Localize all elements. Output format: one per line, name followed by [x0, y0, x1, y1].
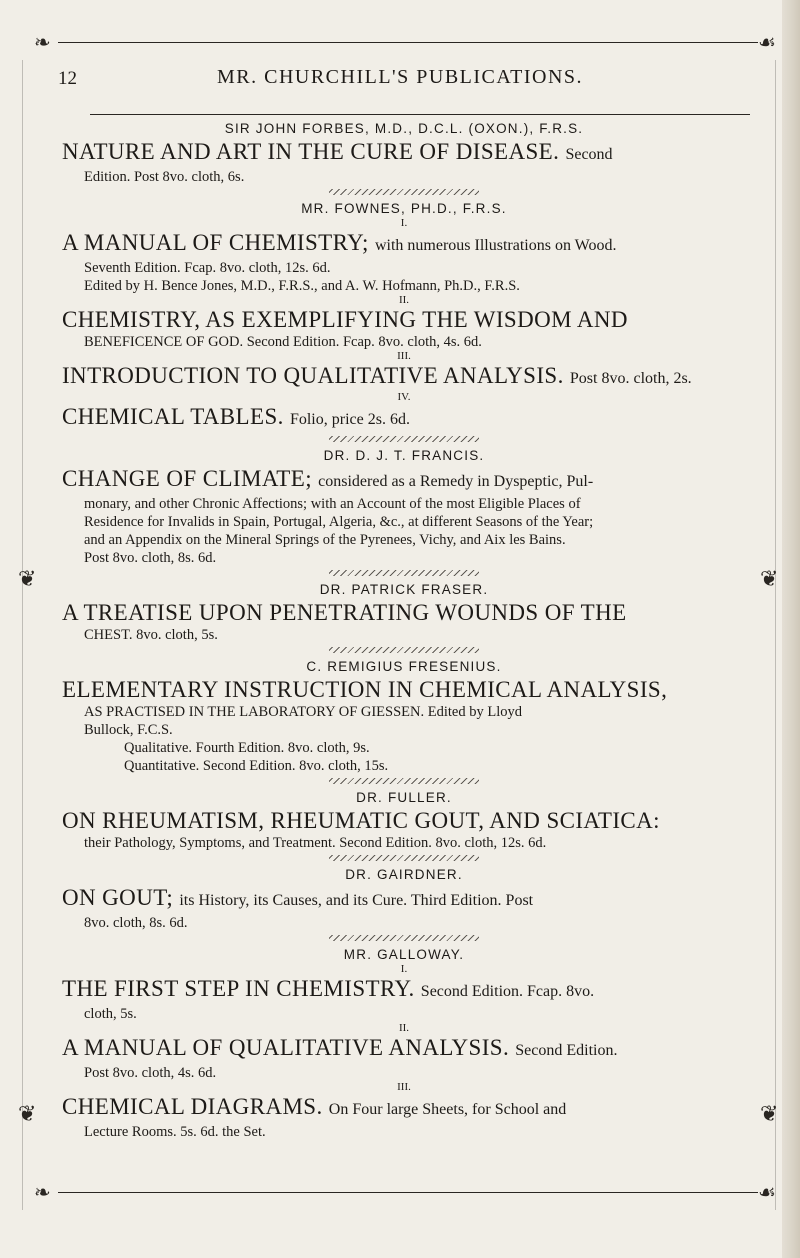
work-title: ON RHEUMATISM, RHEUMATIC GOUT, AND SCIATICA:: [62, 808, 660, 833]
left-lower-ornament: ❦: [18, 1102, 37, 1127]
work-title-tail: Folio, price 2s. 6d.: [289, 411, 410, 428]
left-side-ornament: ❦: [18, 567, 37, 592]
work-detail-line: and an Appendix on the Mineral Springs of the Pyrenees, Vichy, and Aix les Bains.: [84, 532, 566, 548]
left-border: [22, 60, 23, 1210]
work-title-line: [62, 229, 746, 259]
catalogue-entry: [62, 946, 746, 1141]
bottom-right-ornament: ☙: [758, 1180, 776, 1204]
page-number: 12: [58, 68, 77, 89]
catalogue-entry: [62, 866, 746, 941]
author-heading: DR. D. J. T. FRANCIS.: [323, 448, 485, 463]
top-left-ornament: ❧: [34, 30, 51, 54]
section-divider: [329, 935, 479, 941]
author-heading: MR. FOWNES, PH.D., F.R.S.: [301, 201, 507, 216]
catalogue-entry: [62, 789, 746, 861]
work-edition-line: Quantitative. Second Edition. 8vo. cloth, 15s.: [124, 758, 389, 774]
catalogue-entry: [62, 447, 746, 576]
work-title-line: [62, 362, 746, 392]
work-title-tail: Second Edition. Fcap. 8vo.: [420, 983, 595, 1000]
work-numeral: III.: [397, 1081, 411, 1093]
work-title-line: [62, 1093, 746, 1123]
work-title: A MANUAL OF CHEMISTRY;: [62, 230, 369, 255]
section-divider: [329, 436, 479, 442]
work-detail-line: Seventh Edition. Fcap. 8vo. cloth, 12s. 6d.: [84, 260, 331, 276]
work-detail-line: their Pathology, Symptoms, and Treatment. Second Edition. 8vo. cloth, 12s. 6d.: [84, 835, 547, 851]
work-title-line: [62, 599, 746, 626]
author-heading: MR. GALLOWAY.: [343, 947, 465, 962]
work-title-line: [62, 1034, 746, 1064]
work-detail-line: Lecture Rooms. 5s. 6d. the Set.: [84, 1124, 266, 1140]
right-border: [775, 60, 776, 1210]
section-divider: [329, 189, 479, 195]
top-right-ornament: ☙: [758, 30, 776, 54]
page-header: [40, 62, 760, 92]
work-detail-line: Edited by H. Bence Jones, M.D., F.R.S., and A. W. Hofmann, Ph.D., F.R.S.: [84, 278, 520, 294]
work-title-line: [62, 884, 746, 914]
work-title-line: [62, 465, 746, 495]
work-title: INTRODUCTION TO QUALITATIVE ANALYSIS.: [62, 363, 564, 388]
work-detail-line: BENEFICENCE OF GOD. Second Edition. Fcap. 8vo. cloth, 4s. 6d.: [84, 334, 482, 350]
work-title: CHEMICAL DIAGRAMS.: [62, 1094, 323, 1119]
work-detail-line: 8vo. cloth, 8s. 6d.: [84, 915, 188, 931]
work-detail-line: Edition. Post 8vo. cloth, 6s.: [84, 169, 245, 185]
work-title-tail: its History, its Causes, and its Cure. Third Edition. Post: [179, 892, 534, 909]
work-title: ELEMENTARY INSTRUCTION IN CHEMICAL ANALYSIS,: [62, 677, 668, 702]
section-divider: [329, 778, 479, 784]
page-edge: [782, 0, 800, 1258]
work-numeral: I.: [400, 963, 408, 975]
work-title-tail: Post 8vo. cloth, 2s.: [569, 370, 692, 387]
work-title-tail: considered as a Remedy in Dyspeptic, Pul-: [318, 473, 594, 490]
work-title: CHEMISTRY, AS EXEMPLIFYING THE WISDOM AND: [62, 307, 628, 332]
bottom-left-ornament: ❧: [34, 1180, 51, 1204]
top-rule: [58, 42, 758, 43]
work-title: CHEMICAL TABLES.: [62, 404, 284, 429]
work-title-tail: with numerous Illustrations on Wood.: [374, 237, 617, 254]
work-detail-line: monary, and other Chronic Affections; with an Account of the most Eligible Places of: [84, 496, 581, 512]
catalogue-entry: [62, 120, 746, 195]
section-divider: [329, 570, 479, 576]
work-detail-line: Residence for Invalids in Spain, Portugal, Algeria, &c., at different Seasons of the Year;: [84, 514, 594, 530]
author-heading: DR. GAIRDNER.: [345, 867, 463, 882]
author-heading: C. REMIGIUS FRESENIUS.: [306, 659, 502, 674]
right-lower-ornament: ❦: [760, 1102, 779, 1127]
catalogue-entry: [62, 200, 746, 442]
section-divider: [329, 855, 479, 861]
work-numeral: I.: [400, 217, 408, 229]
work-detail-line: Bullock, F.C.S.: [84, 722, 173, 738]
section-divider: [329, 647, 479, 653]
work-numeral: II.: [398, 1022, 410, 1034]
author-heading: SIR JOHN FORBES, M.D., D.C.L. (OXON.), F.R.S.: [224, 121, 584, 136]
work-numeral: III.: [397, 350, 411, 362]
right-side-ornament: ❦: [760, 567, 779, 592]
work-detail-line: AS PRACTISED IN THE LABORATORY OF GIESSEN. Edited by Lloyd: [84, 704, 522, 720]
work-detail-line: Post 8vo. cloth, 8s. 6d.: [84, 550, 217, 566]
catalogue-entry: [62, 581, 746, 653]
work-title: NATURE AND ART IN THE CURE OF DISEASE.: [62, 139, 560, 164]
work-numeral: IV.: [397, 391, 411, 403]
work-title: A TREATISE UPON PENETRATING WOUNDS OF THE: [62, 600, 627, 625]
work-numeral: II.: [398, 294, 410, 306]
author-heading: DR. PATRICK FRASER.: [319, 582, 489, 597]
header-rule: [90, 114, 750, 115]
work-detail-line: cloth, 5s.: [84, 1006, 137, 1022]
work-title-line: [62, 138, 746, 168]
work-title-tail: Second: [565, 146, 613, 163]
work-title: A MANUAL OF QUALITATIVE ANALYSIS.: [62, 1035, 510, 1060]
work-detail-line: Post 8vo. cloth, 4s. 6d.: [84, 1065, 217, 1081]
work-detail-line: CHEST. 8vo. cloth, 5s.: [84, 627, 218, 643]
work-title-line: [62, 306, 746, 333]
work-title-tail: Second Edition.: [515, 1042, 618, 1059]
running-title: MR. CHURCHILL'S PUBLICATIONS.: [216, 66, 584, 88]
work-title-line: [62, 403, 746, 433]
catalogue-entry: [62, 658, 746, 784]
work-title-line: [62, 807, 746, 834]
work-title: CHANGE OF CLIMATE;: [62, 466, 312, 491]
work-title-line: [62, 975, 746, 1005]
bottom-rule: [58, 1192, 758, 1193]
work-edition-line: Qualitative. Fourth Edition. 8vo. cloth, 9s.: [124, 740, 370, 756]
work-title: THE FIRST STEP IN CHEMISTRY.: [62, 976, 415, 1001]
author-heading: DR. FULLER.: [356, 790, 452, 805]
work-title: ON GOUT;: [62, 885, 174, 910]
work-title-tail: On Four large Sheets, for School and: [328, 1101, 567, 1118]
catalogue-list: [62, 120, 746, 1145]
work-title-line: [62, 676, 746, 703]
